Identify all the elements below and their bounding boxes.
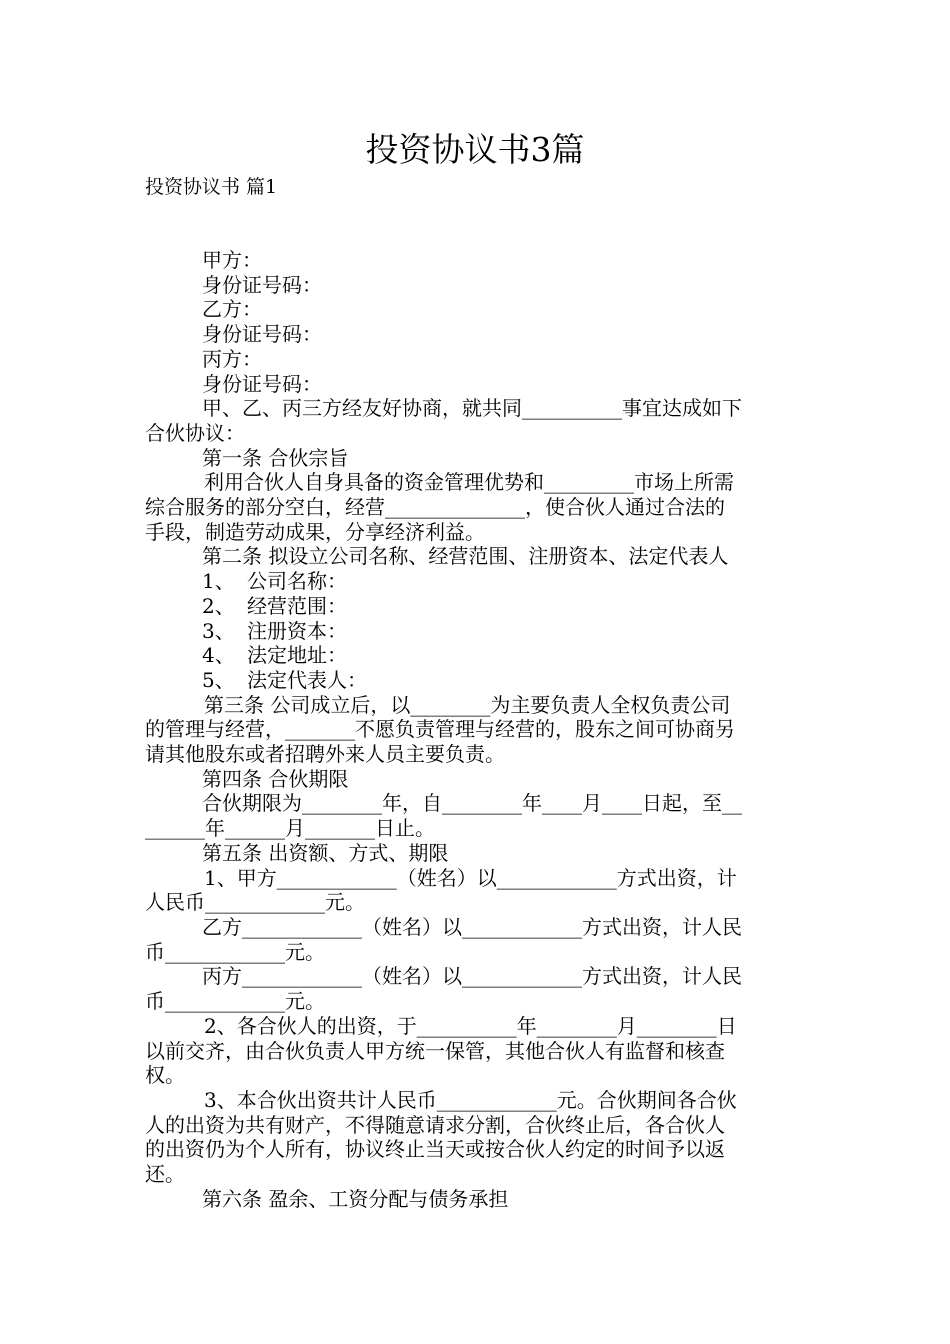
list-number: 4、 bbox=[202, 643, 235, 668]
list-item bbox=[145, 619, 807, 644]
party-a-label: 甲方： bbox=[202, 248, 262, 272]
paragraph-line: 人的出资为共有财产，不得随意请求分割，合伙终止后，各合伙人 bbox=[145, 1112, 725, 1137]
document-body bbox=[145, 248, 807, 1211]
paragraph-line: 丙方____________（姓名）以____________方式出资，计人民 bbox=[202, 964, 742, 989]
paragraph-line: 合伙协议： bbox=[145, 420, 245, 445]
party-b-label: 乙方： bbox=[202, 297, 262, 322]
paragraph-line: 甲、乙、丙三方经友好协商，就共同__________事宜达成如下 bbox=[202, 396, 742, 421]
list-text: 注册资本： bbox=[247, 618, 347, 643]
list-item bbox=[145, 594, 807, 619]
list-number: 1、 bbox=[202, 569, 235, 594]
paragraph-line: 权。 bbox=[145, 1063, 185, 1088]
article-heading: 第一条 合伙宗旨 bbox=[202, 445, 349, 470]
list-item bbox=[145, 569, 807, 594]
list-text: 公司名称： bbox=[247, 569, 347, 594]
list-number: 2、 bbox=[202, 593, 235, 618]
party-a-id-label: 身份证号码： bbox=[202, 272, 322, 297]
list-text: 法定代表人： bbox=[247, 667, 367, 692]
paragraph-line: 的管理与经营，_______不愿负责管理与经营的，股东之间可协商另 bbox=[145, 717, 735, 742]
article-heading: 第六条 盈余、工资分配与债务承担 bbox=[202, 1186, 509, 1211]
paragraph-line: 乙方____________（姓名）以____________方式出资，计人民 bbox=[202, 914, 742, 939]
party-c-label: 丙方： bbox=[202, 346, 262, 371]
document-title: 投资协议书3篇 bbox=[365, 130, 585, 169]
list-text: 法定地址： bbox=[247, 643, 347, 668]
list-number: 5、 bbox=[202, 667, 235, 692]
paragraph-line: 1、甲方____________（姓名）以____________方式出资，计 bbox=[204, 865, 737, 890]
article-heading: 第二条 拟设立公司名称、经营范围、注册资本、法定代表人 bbox=[202, 544, 729, 569]
paragraph-line: 币____________元。 bbox=[145, 989, 325, 1014]
paragraph-line: 手段，制造劳动成果，分享经济利益。 bbox=[145, 519, 485, 544]
paragraph-line: 3、本合伙出资共计人民币____________元。合伙期间各合伙 bbox=[204, 1087, 737, 1112]
article-heading: 第四条 合伙期限 bbox=[202, 766, 349, 791]
list-number: 3、 bbox=[202, 618, 235, 643]
list-item bbox=[145, 668, 807, 693]
paragraph-line: 币____________元。 bbox=[145, 939, 325, 964]
paragraph-line: 合伙期限为________年，自________年____月____日起，至__ bbox=[202, 791, 742, 816]
paragraph-line: ______年______月_______日止。 bbox=[145, 816, 435, 841]
paragraph-line: 2、各合伙人的出资，于__________年________月________日 bbox=[204, 1013, 737, 1038]
list-item bbox=[145, 643, 807, 668]
paragraph-line: 综合服务的部分空白，经营______________，使合伙人通过合法的 bbox=[145, 495, 725, 520]
document-subtitle: 投资协议书 篇1 bbox=[145, 176, 278, 198]
paragraph-line: 以前交齐，由合伙负责人甲方统一保管，其他合伙人有监督和核查 bbox=[145, 1038, 725, 1063]
paragraph-line: 第三条 公司成立后，以________为主要负责人全权负责公司 bbox=[204, 692, 731, 717]
list-text: 经营范围： bbox=[247, 593, 347, 618]
paragraph-line: 还。 bbox=[145, 1162, 185, 1187]
party-c-id-label: 身份证号码： bbox=[202, 371, 322, 396]
article-heading: 第五条 出资额、方式、期限 bbox=[202, 840, 449, 865]
paragraph-line: 人民币____________元。 bbox=[145, 890, 365, 915]
party-b-id-label: 身份证号码： bbox=[202, 322, 322, 347]
paragraph-line: 的出资仍为个人所有，协议终止当天或按合伙人约定的时间予以返 bbox=[145, 1137, 725, 1162]
paragraph-line: 请其他股东或者招聘外来人员主要负责。 bbox=[145, 742, 505, 767]
paragraph-line: 利用合伙人自身具备的资金管理优势和_________市场上所需 bbox=[204, 470, 734, 495]
